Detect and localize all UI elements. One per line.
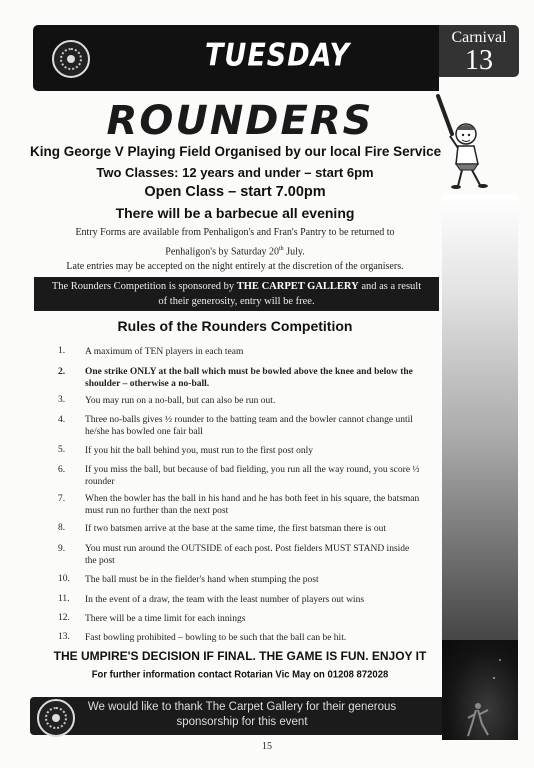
sponsor-banner: The Rounders Competition is sponsored by THE CARPET GALLERY and as a result of their generosity, entry will be free. [34, 277, 439, 311]
rule-number: 13. [58, 632, 70, 642]
player-silhouette-icon [442, 640, 518, 740]
late-entries-text: Late entries may be accepted on the night entirely at the discretion of the organisers. [66, 261, 404, 272]
rule-number: 3. [58, 395, 66, 405]
rule-number: 12. [58, 613, 70, 623]
rules-heading: Rules of the Rounders Competition [117, 318, 353, 334]
thanks-text: We would like to thank The Carpet Gallery for their generous sponsorship for this event [87, 701, 397, 728]
rule-text: If you miss the ball, but because of bad fielding, you run all the way round, you score ½ rounder [85, 465, 420, 487]
rule-number: 4. [58, 415, 66, 425]
rule-text: The ball must be in the fielder's hand when stumping the post [85, 575, 319, 585]
open-class-line: Open Class – start 7.00pm [144, 184, 326, 200]
player-photo [442, 640, 518, 740]
rotary-emblem-icon [37, 699, 75, 737]
sponsor-name: THE CARPET GALLERY [236, 281, 359, 292]
rule-text: Three no-balls gives ½ rounder to the batting team and the bowler cannot change until he/she has bowled one fair ball [85, 415, 413, 437]
umpire-statement: THE UMPIRE'S DECISION IF FINAL. THE GAME IS FUN. ENJOY IT [53, 649, 427, 663]
rule-text: A maximum of TEN players in each team [85, 347, 244, 357]
rule-number: 5. [58, 445, 66, 455]
rule-text: When the bowler has the ball in his hand and he has both feet in his square, the batsman must run no further than the next post [85, 494, 420, 516]
rule-number: 2. [58, 367, 66, 377]
rule-number: 7. [58, 494, 66, 504]
rule-number: 10. [58, 574, 70, 584]
rotary-emblem-icon [52, 40, 90, 78]
rule-number: 8. [58, 523, 66, 533]
carnival-number: 13 [465, 45, 493, 76]
rule-number: 11. [58, 594, 70, 604]
rule-text: If you hit the ball behind you, must run to the first post only [85, 446, 313, 456]
carnival-badge [439, 25, 519, 77]
contact-info: For further information contact Rotarian Vic May on 01208 872028 [91, 668, 389, 681]
barbecue-line: There will be a barbecue all evening [115, 205, 355, 221]
rule-text: Fast bowling prohibited – bowling to be such that the ball can be hit. [85, 633, 347, 643]
rule-text: One strike ONLY at the ball which must be bowled above the knee and below the shoulder – otherwise a no-ball. [85, 367, 413, 389]
rule-number: 9. [58, 544, 66, 554]
rule-number: 1. [58, 346, 66, 356]
rule-text: If two batsmen arrive at the base at the same time, the first batsman there is out [85, 524, 386, 534]
day-heading: TUESDAY [205, 37, 350, 74]
rule-text: You must run around the OUTSIDE of each post. Post fielders MUST STAND inside the post [85, 544, 410, 566]
rule-text: There will be a time limit for each innings [85, 614, 246, 624]
batter-cartoon-icon [428, 90, 508, 190]
rule-number: 6. [58, 465, 66, 475]
venue-line: King George V Playing Field Organised by our local Fire Service [30, 144, 442, 159]
rule-text: You may run on a no-ball, but can also be run out. [85, 396, 276, 406]
classes-line: Two Classes: 12 years and under – start 6pm [96, 165, 374, 180]
carnival-label: Carnival [451, 29, 507, 46]
entry-forms-text: Entry Forms are available from Penhaligon's and Fran's Pantry to be returned to Penhaligon's by Saturday 20th July. [75, 227, 395, 258]
page-number: 15 [262, 741, 272, 752]
rule-text: In the event of a draw, the team with the least number of players out wins [85, 595, 365, 605]
page-title: ROUNDERS [106, 98, 374, 144]
